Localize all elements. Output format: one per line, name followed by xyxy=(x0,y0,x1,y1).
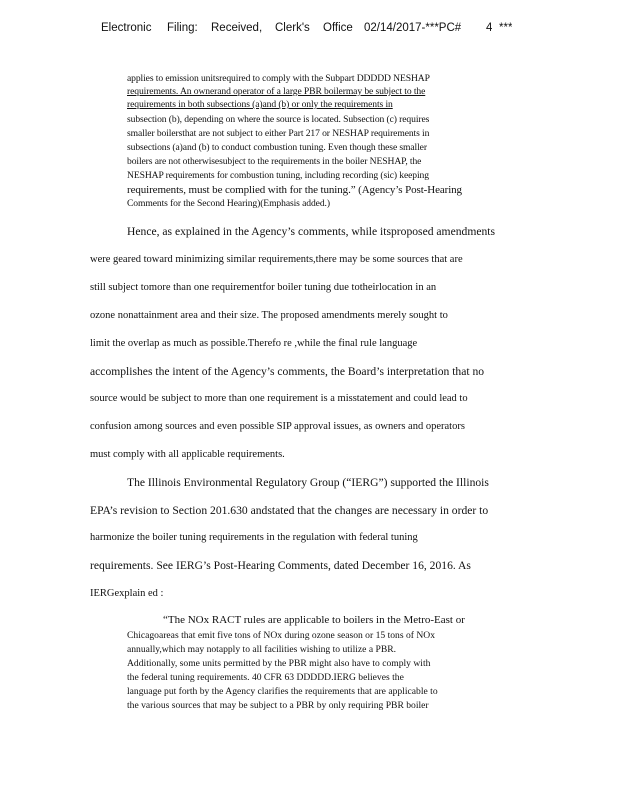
body-line: accomplishes the intent of the Agency’s comments, the Board’s interpretation that no xyxy=(90,365,485,378)
body-line: were geared toward minimizing similar requirements,there may be some sources that are xyxy=(90,254,463,265)
quote1-line: boilers are not otherwisesubject to the requirements in the boiler NESHAP, the xyxy=(127,156,422,167)
body-line: must comply with all applicable requirements. xyxy=(90,449,285,460)
body-line: harmonize the boiler tuning requirements in the regulation with federal tuning xyxy=(90,532,418,543)
header-received: Received, xyxy=(211,22,263,34)
quote2-line: annually,which may notapply to all facilities wishing to utilize a PBR. xyxy=(127,644,397,655)
quote1-line: Comments for the Second Hearing)(Emphasis added.) xyxy=(127,198,330,209)
quote1-line: requirements in both subsections (a)and (b) or only the requirements in xyxy=(127,99,393,110)
body-line: IERGexplain ed : xyxy=(90,588,164,599)
quote2-line: Chicagoareas that emit five tons of NOx during ozone season or 15 tons of NOx xyxy=(127,630,435,641)
body-line: source would be subject to more than one requirement is a misstatement and could lead to xyxy=(90,393,468,404)
body-line: still subject tomore than one requirementfor boiler tuning due totheirlocation in an xyxy=(90,282,437,293)
quote2-line: the federal tuning requirements. 40 CFR 63 DDDDD.IERG believes the xyxy=(127,672,404,683)
quote1-line: requirements. An ownerand operator of a large PBR boilermay be subject to the xyxy=(127,86,426,97)
body-line: limit the overlap as much as possible.Therefo re ,while the final rule language xyxy=(90,338,418,349)
quote1-line: smaller boilersthat are not subject to either Part 217 or NESHAP requirements in xyxy=(127,128,430,139)
quote1-line: subsections (a)and (b) to conduct combustion tuning. Even though these smaller xyxy=(127,142,427,153)
body-line: requirements. See IERG’s Post-Hearing Comments, dated December 16, 2016. As xyxy=(90,559,471,572)
body-line: Hence, as explained in the Agency’s comments, while itsproposed amendments xyxy=(127,225,496,238)
quote2-line: language put forth by the Agency clarifies the requirements that are applicable to xyxy=(127,686,438,697)
quote2-line: “The NOx RACT rules are applicable to boilers in the Metro-East or xyxy=(163,614,465,626)
quote1-line: applies to emission unitsrequired to comply with the Subpart DDDDD NESHAP xyxy=(127,73,430,84)
header-filing: Filing: xyxy=(167,22,198,34)
body-line: EPA’s revision to Section 201.630 andstated that the changes are necessary in order to xyxy=(90,504,489,517)
quote1-line: NESHAP requirements for combustion tuning, including recording (sic) keeping xyxy=(127,170,429,181)
header-date-code: 02/14/2017-***PC# xyxy=(364,22,462,34)
header-page-number: 4 xyxy=(486,22,493,34)
quote1-line: requirements, must be complied with for the tuning.” (Agency’s Post-Hearing xyxy=(127,184,462,196)
header-stars: *** xyxy=(499,22,513,34)
header-electronic: Electronic xyxy=(101,22,152,34)
quote2-line: the various sources that may be subject to a PBR by only requiring PBR boiler xyxy=(127,700,429,711)
quote1-line: subsection (b), depending on where the source is located. Subsection (c) requires xyxy=(127,114,430,125)
body-line: The Illinois Environmental Regulatory Group (“IERG”) supported the Illinois xyxy=(127,476,489,489)
header-office: Office xyxy=(323,22,353,34)
body-line: ozone nonattainment area and their size. The proposed amendments merely sought to xyxy=(90,310,448,321)
body-line: confusion among sources and even possible SIP approval issues, as owners and operators xyxy=(90,421,465,432)
quote2-line: Additionally, some units permitted by the PBR might also have to comply with xyxy=(127,658,431,669)
header-clerks: Clerk's xyxy=(275,22,310,34)
